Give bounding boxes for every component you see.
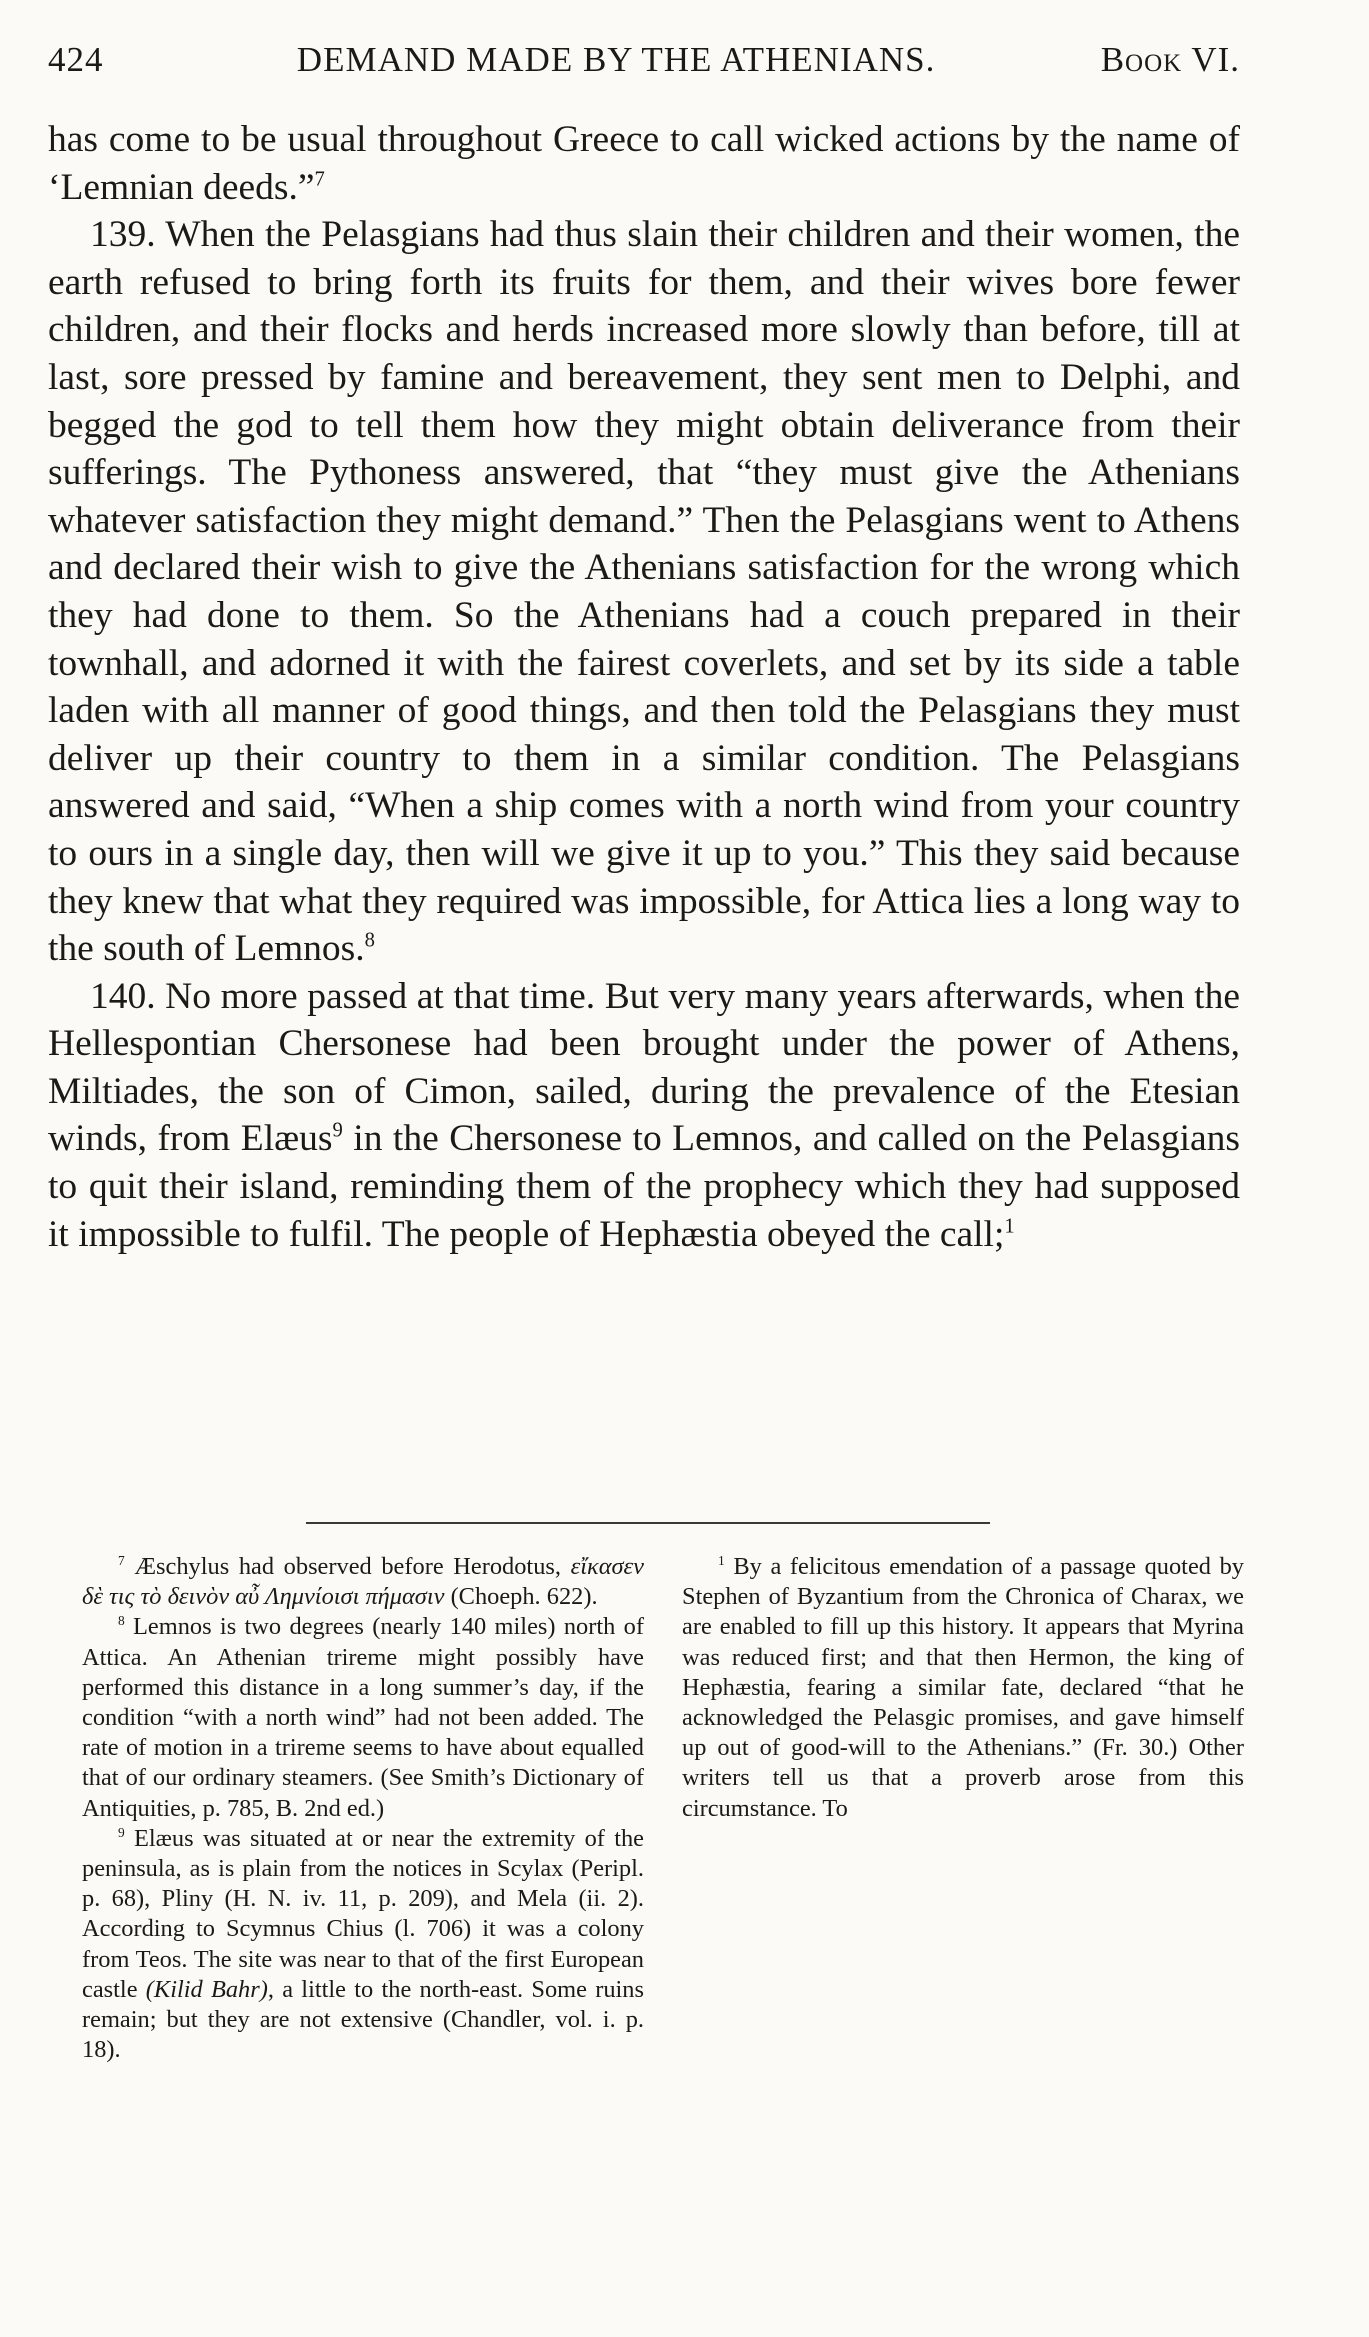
footnote-text: Elæus was situated at or near the extremity of the peninsula, as is plain from the notices in Scylax (Peripl. p. 68), Pliny (H. N. iv. 11, p. 209), and Mela (ii. 2). According to Scymnus Chius (l. 706) it was a colony from Teos. The site was near to that of the first European castle bbox=[82, 1824, 644, 2003]
book-page bbox=[48, 40, 1240, 1258]
running-title: DEMAND MADE BY THE ATHENIANS. bbox=[296, 40, 936, 79]
footnote-mark: 8 bbox=[118, 1613, 125, 1629]
footnote-column-right bbox=[682, 1552, 1244, 2065]
footnote-text: Æschylus had observed before Herodotus, bbox=[134, 1553, 561, 1580]
footnote-ref-7: 7 bbox=[314, 168, 325, 191]
footnote-text: Lemnos is two degrees (nearly 140 miles) north of Attica. An Athenian trireme might possibly have performed this distance in a long summer’s day, if the condition “with a north wind” had not been added. The rate of motion in a trireme seems to have about equalled that of our ordinary steamers. (See Smith’s Dictionary of Antiquities, p. 785, B. 2nd ed.) bbox=[82, 1613, 644, 1822]
footnote-text: , a little to the north-east. Some ruins remain; but they are not extensive (Chandler, vol. i. p. 18). bbox=[82, 1975, 644, 2064]
running-header bbox=[48, 40, 1240, 88]
page-number: 424 bbox=[48, 40, 104, 79]
footnote-ref-8: 8 bbox=[364, 929, 375, 952]
book-label: Book VI. bbox=[1100, 40, 1240, 79]
footnote-7 bbox=[82, 1552, 644, 1612]
footnote-mark: 7 bbox=[118, 1552, 125, 1568]
footnote-1 bbox=[682, 1552, 1244, 1824]
footnote-mark: 9 bbox=[118, 1824, 125, 1840]
italic-reference: (Kilid Bahr) bbox=[145, 1975, 268, 2003]
paragraph-text: 139. When the Pelasgians had thus slain their children and their women, the earth refused to bring forth its fruits for them, and their wives bore fewer children, and their flocks and herds increased more slowly than before, till at last, sore pressed by famine and bereavement, they sent men to Delphi, and begged the god to tell them how they might obtain deliverance from their sufferings. The Pythoness answered, that “they must give the Athenians whatever satisfaction they might demand.” Then the Pelasgians went to Athens and declared their wish to give the Athenians satisfaction for the wrong which they had done to them. So the Athenians had a couch prepared in their townhall, and adorned it with the fairest coverlets, and set by its side a table laden with all manner of good things, and then told the Pelasgians they must deliver up their country to them in a similar condition. The Pelasgians answered and said, “When a ship comes with a north wind from your country to ours in a single day, then will we give it up to you.” This they said because they knew that what they required was impossible, for Attica lies a long way to the south of Lemnos. bbox=[48, 214, 1240, 970]
footnote-column-left bbox=[82, 1552, 644, 2065]
footnote-9 bbox=[82, 1824, 644, 2066]
paragraph-text: in the Chersonese to Lemnos, and called on the Pelasgians to quit their island, reminding them of the prophecy which they had supposed it impossible to fulfil. The people of Hephæstia obeyed the call; bbox=[48, 1118, 1241, 1255]
paragraph-text: 140. No more passed at that time. But very many years afterwards, when the Hellespontian Chersonese had been brought under the power of Athens, Miltiades, the son of Cimon, sailed, during the prevalence of the Etesian winds, from Elæus bbox=[48, 975, 1240, 1160]
paragraph-139 bbox=[48, 211, 1240, 973]
greek-quotation: εἴκασεν δὲ τις τὸ δεινὸν αὖ Λημνίοισι πήμασιν bbox=[82, 1553, 644, 1611]
footnote-ref-1: 1 bbox=[1004, 1215, 1015, 1238]
footnote-mark: 1 bbox=[718, 1552, 725, 1568]
main-text bbox=[48, 116, 1240, 1258]
footnotes bbox=[82, 1552, 1244, 2065]
footnote-ref-9: 9 bbox=[332, 1119, 343, 1142]
paragraph-140 bbox=[48, 973, 1240, 1259]
footnote-text: (Choeph. 622). bbox=[450, 1583, 598, 1611]
footnote-8 bbox=[82, 1612, 644, 1823]
footnote-text: By a felicitous emendation of a passage quoted by Stephen of Byzantium from the Chronica of Charax, we are enabled to fill up this history. It appears that Myrina was reduced first; and that then Hermon, the king of Hephæstia, fearing a similar fate, declared “that he acknowledged the Pelasgic promises, and gave himself up out of good-will to the Athenians.” (Fr. 30.) Other writers tell us that a proverb arose from this circumstance. To bbox=[682, 1553, 1244, 1822]
footnote-divider bbox=[306, 1522, 990, 1524]
paragraph-text: has come to be usual throughout Greece to call wicked actions by the name of ‘Lemnian deeds.” bbox=[48, 119, 1240, 208]
paragraph-continuation bbox=[48, 116, 1240, 211]
